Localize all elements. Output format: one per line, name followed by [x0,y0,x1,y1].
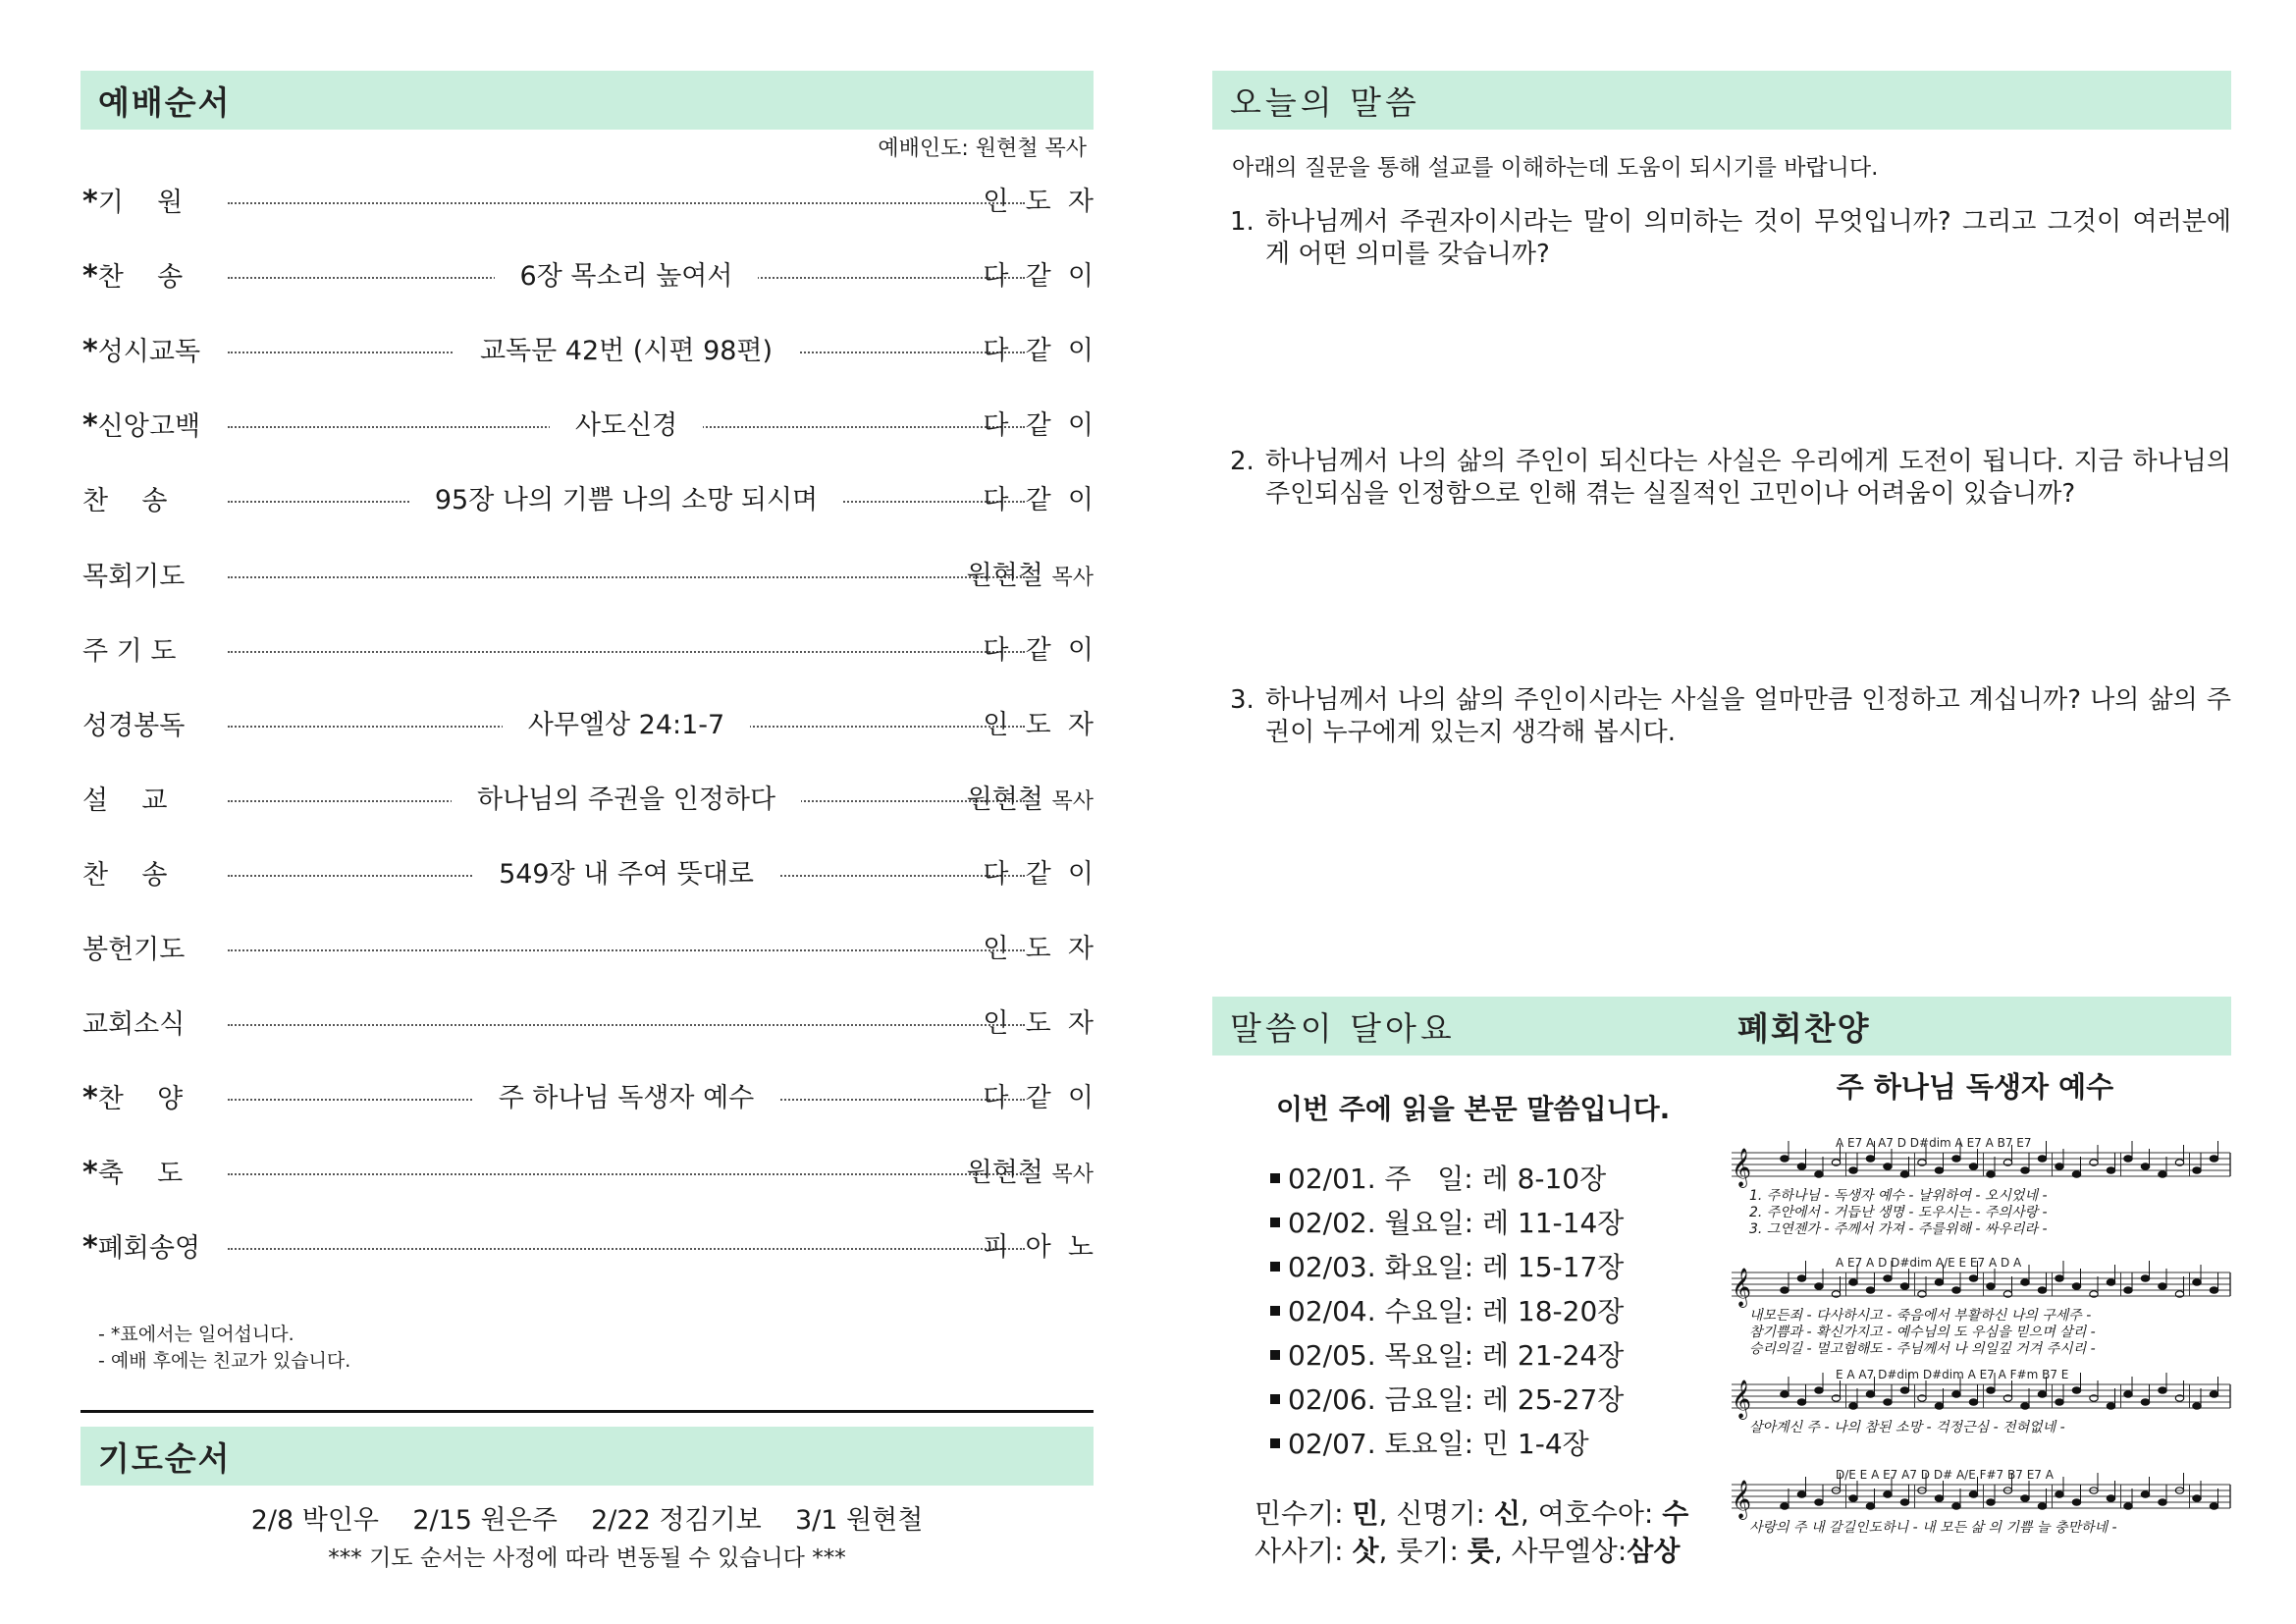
note-head [2021,1403,2029,1409]
note-head [2056,1275,2063,1281]
question-text: 하나님께서 나의 삶의 주인이시라는 사실을 얼마만큼 인정하고 계십니까? 나의 삶의 주권이 누구에게 있는지 생각해 봅시다. [1265,685,2231,747]
book-abbreviations-2: 사사기: 삿, 룻기: 룻, 사무엘상:삼상 [1255,1535,1681,1567]
reading-hymn-header [1212,997,2231,1056]
square-bullet-icon [1270,1218,1280,1227]
order-content: 사무엘상 24:1-7 [228,706,1025,748]
note-head [1900,1387,1908,1393]
prayer-order-header [80,1427,1094,1486]
note-standing: - *표에서는 일어섭니다. [98,1324,294,1345]
order-performer: 다 같 이 [983,634,1094,666]
note-head [2107,1403,2114,1409]
order-performer: 다 같 이 [983,410,1094,442]
note-head [1884,1164,1892,1169]
leader-dots [228,576,1025,578]
order-row [82,631,1094,671]
question-2 [1230,446,2231,511]
square-bullet-icon [1270,1173,1280,1183]
lyric-line: 2. 주안에서 - 거듭난 생명 - 도우시는 - 주의사랑 - [1749,1205,2048,1220]
note-head [2124,1503,2132,1509]
standing-mark: * [82,408,98,444]
leader-dots [228,1173,1025,1175]
note-head [1781,1287,1789,1293]
note-head [2210,1391,2217,1397]
note-head [2056,1164,2063,1169]
order-performer: 원현철 목사 [966,1158,1094,1189]
closing-hymn-title: 폐회찬양 [1737,1008,1871,1048]
note-head [2038,1156,2046,1162]
lyric-line: 내모든죄 - 다사하시고 - 죽음에서 부활하신 나의 구세주 - [1749,1308,2092,1324]
note-head [2124,1287,2132,1293]
question-3 [1230,684,2231,749]
note-head [1952,1503,1960,1509]
order-label: *성시교독 [82,334,201,369]
note-head [2072,1499,2080,1505]
lyric-line: 참기쁨과 - 확신가지고 - 예수님의 도 우심을 믿으며 살리 - [1749,1325,2096,1340]
order-content: 549장 내 주여 뜻대로 [228,855,1025,897]
note-head [1866,1156,1874,1162]
question-number: 3. [1230,685,1255,715]
chord-symbols: D/E E A E7 A7 D D# A/E F#7 B7 E7 A [1836,1468,2054,1482]
square-bullet-icon [1270,1350,1280,1360]
note-head [1952,1287,1960,1293]
lyric-line: 3. 그연젠가 - 주께서 가져 - 주를위해 - 싸우리라 - [1749,1221,2048,1237]
order-row [82,481,1094,520]
square-bullet-icon [1270,1306,1280,1316]
order-content: 교독문 42번 (시편 98편) [228,332,1025,374]
note-head [2021,1279,2029,1285]
note-head [2159,1171,2166,1177]
question-number: 1. [1230,207,1255,237]
note-head [1935,1279,1943,1285]
note-head [1987,1387,1995,1393]
standing-mark: * [82,259,98,295]
note-head [2124,1391,2132,1397]
order-label: 설 교 [82,785,168,816]
note-head [2021,1167,2029,1173]
note-head [2038,1503,2046,1509]
order-performer: 다 같 이 [983,485,1094,516]
hymn-song-title: 주 하나님 독생자 예수 [1836,1070,2114,1104]
note-head [2193,1167,2201,1173]
section-divider [80,1410,1094,1413]
note-head [1900,1283,1908,1289]
order-row [82,257,1094,297]
order-row [82,1079,1094,1118]
order-label: 교회소식 [82,1009,186,1041]
standing-mark: * [82,334,98,369]
order-performer: 원현철 목사 [966,560,1094,591]
prayer-order-title: 기도순서 [98,1438,232,1478]
note-head [1935,1167,1943,1173]
question-text: 하나님께서 나의 삶의 주인이 되신다는 사실은 우리에게 도전이 됩니다. 지금 하나님의 주인되심을 인정함으로 인해 겪는 실질적인 고민이나 어려움이 있습니까? [1265,447,2231,509]
order-performer: 원현철 목사 [966,784,1094,815]
order-performer: 인 도 자 [983,934,1094,964]
note-head [1969,1491,1977,1497]
order-row [82,1154,1094,1193]
order-row [82,706,1094,745]
order-performer: 다 같 이 [983,858,1094,890]
note-head [2038,1287,2046,1293]
order-label: *찬 양 [82,1081,184,1116]
note-head [2193,1279,2201,1285]
lyric-line: 살아계신 주 - 나의 참된 소망 - 걱정근심 - 전혀없네 - [1749,1420,2065,1435]
standing-mark: * [82,1081,98,1116]
question-number: 2. [1230,447,1255,476]
square-bullet-icon [1270,1394,1280,1404]
note-head [2159,1283,2166,1289]
reading-item: 02/02. 월요일: 레 11-14장 [1266,1201,1624,1245]
order-label: *기 원 [82,185,184,219]
note-head [1849,1495,1857,1501]
note-head [2210,1156,2217,1162]
note-head [2141,1399,2149,1405]
order-label: *축 도 [82,1156,184,1191]
note-head [2141,1275,2149,1281]
book-abbreviations-1: 민수기: 민, 신명기: 신, 여호수아: 수 [1255,1497,1689,1530]
order-content: 95장 나의 기쁨 나의 소망 되시며 [228,481,1025,523]
reading-list [1266,1157,1624,1466]
lyric-line: 사랑의 주 내 갈길인도하니 - 내 모든 삶 의 기쁨 늘 충만하네 - [1749,1520,2117,1536]
order-performer: 다 같 이 [983,261,1094,293]
note-head [2107,1495,2114,1501]
order-performer: 다 같 이 [983,1083,1094,1114]
todays-word-intro: 아래의 질문을 통해 설교를 이해하는데 도움이 되시기를 바랍니다. [1232,155,1879,181]
order-label: *폐회송영 [82,1230,201,1266]
treble-clef-icon: 𝄞 [1732,1268,1752,1307]
note-head [2210,1287,2217,1293]
order-label: 주 기 도 [82,635,177,667]
note-head [1781,1503,1789,1509]
note-head [1866,1391,1874,1397]
question-text: 하나님께서 주권자이시라는 말이 의미하는 것이 무엇입니까? 그리고 그것이 여러분에게 어떤 의미를 갖습니까? [1265,207,2231,269]
note-head [1884,1399,1892,1405]
order-row [82,855,1094,894]
bible-reading-title: 말씀이 달아요 [1230,1008,1456,1048]
standing-mark: * [82,1156,98,1191]
note-head [1952,1156,1960,1162]
note-head [1849,1279,1857,1285]
note-head [2193,1403,2201,1409]
note-head [2107,1279,2114,1285]
order-content: 하나님의 주권을 인정하다 [228,781,1025,823]
reading-item: 02/01. 주 일: 레 8-10장 [1266,1157,1624,1201]
note-head [2107,1167,2114,1173]
note-head [2141,1491,2149,1497]
note-head [1900,1499,1908,1505]
standing-mark: * [82,1230,98,1266]
order-row [82,332,1094,371]
chord-symbols: A E7 A A7 D D#dim A E7 A B7 E7 [1836,1136,2032,1150]
note-head [1969,1164,1977,1169]
order-content: 주 하나님 독생자 예수 [228,1079,1025,1121]
leader-dots [228,1024,1025,1026]
chord-symbols: E A A7 D#dim D#dim A E7 A F#m B7 E [1836,1368,2069,1381]
question-1 [1230,206,2231,271]
leader-dots [228,202,1025,204]
note-head [1797,1399,1805,1405]
square-bullet-icon [1270,1438,1280,1448]
order-performer: 다 같 이 [983,336,1094,367]
reading-heading: 이번 주에 읽을 본문 말씀입니다. [1276,1093,1671,1125]
note-head [1866,1503,1874,1509]
order-label: 봉헌기도 [82,935,186,965]
reading-item: 02/07. 토요일: 민 1-4장 [1266,1422,1624,1466]
order-row [82,183,1094,222]
note-head [1797,1491,1805,1497]
order-row [82,557,1094,596]
note-head [1884,1275,1892,1281]
note-head [2072,1171,2080,1177]
order-performer: 인 도 자 [983,709,1094,740]
order-performer: 피 아 노 [983,1232,1094,1264]
note-head [2038,1391,2046,1397]
reading-item: 02/06. 금요일: 레 25-27장 [1266,1378,1624,1422]
lyric-line: 승리의길 - 멀고험해도 - 주님께서 나 의일깊 거겨 주시리 - [1749,1341,2096,1357]
note-head [1935,1403,1943,1409]
order-row [82,930,1094,969]
standing-mark: * [82,185,98,219]
lyric-line: 1. 주하나님 - 독생자 예수 - 날위하여 - 오시었네 - [1749,1188,2048,1204]
order-row [82,781,1094,820]
square-bullet-icon [1270,1262,1280,1272]
note-head [2072,1387,2080,1393]
order-label: 목회기도 [82,561,186,592]
order-label: 찬 송 [82,859,168,891]
note-head [1797,1275,1805,1281]
note-head [1849,1403,1857,1409]
order-label: *찬 송 [82,259,184,295]
reading-item: 02/04. 수요일: 레 18-20장 [1266,1289,1624,1333]
order-performer: 인 도 자 [983,1008,1094,1040]
order-performer: 인 도 자 [983,187,1094,217]
note-head [1815,1387,1823,1393]
note-head [1797,1164,1805,1169]
note-head [1969,1275,1977,1281]
note-head [1987,1171,1995,1177]
note-head [1849,1167,1857,1173]
treble-clef-icon: 𝄞 [1732,1380,1752,1419]
note-head [1815,1171,1823,1177]
note-head [2072,1283,2080,1289]
note-head [1781,1391,1789,1397]
order-row [82,1004,1094,1044]
todays-word-title: 오늘의 말씀 [1230,82,1420,122]
prayer-schedule: 2/8 박인우 2/15 원은주 2/22 정김기보 3/1 원현철 [250,1505,924,1536]
note-head [1815,1499,1823,1505]
reading-item: 02/05. 목요일: 레 21-24장 [1266,1333,1624,1378]
worship-order-title: 예배순서 [98,82,232,122]
order-label: 성경봉독 [82,710,186,741]
order-label: *신앙고백 [82,408,201,444]
note-head [1987,1499,1995,1505]
note-head [2056,1491,2063,1497]
note-head [2159,1499,2166,1505]
worship-notes [98,1322,350,1375]
note-head [1781,1156,1789,1162]
reading-item: 02/03. 화요일: 레 15-17장 [1266,1245,1624,1289]
note-head [1866,1287,1874,1293]
todays-word-header [1212,71,2231,130]
order-content: 6장 목소리 높여서 [228,257,1025,299]
leader-dots [228,1248,1025,1250]
note-head [2141,1164,2149,1169]
chord-symbols: A E7 A D D#dim A/E E E7 A D A [1836,1256,2022,1270]
note-head [2124,1156,2132,1162]
note-head [1884,1491,1892,1497]
note-head [2021,1495,2029,1501]
order-label: 찬 송 [82,486,168,517]
leader-dots [228,651,1025,653]
note-head [2210,1503,2217,1509]
order-content: 사도신경 [228,406,1025,449]
sheet-music-score [1728,1119,2238,1571]
treble-clef-icon: 𝄞 [1732,1480,1752,1519]
worship-order-header [80,71,1094,130]
note-head [1815,1283,1823,1289]
note-head [1935,1495,1943,1501]
prayer-note: *** 기도 순서는 사정에 따라 변동될 수 있습니다 *** [328,1545,846,1571]
worship-leader: 예배인도: 원현철 목사 [878,136,1087,161]
leader-dots [228,949,1025,951]
note-head [1952,1391,1960,1397]
note-head [1987,1283,1995,1289]
note-head [2193,1495,2201,1501]
order-row [82,406,1094,446]
treble-clef-icon: 𝄞 [1732,1148,1752,1187]
note-head [1969,1399,1977,1405]
note-head [2056,1399,2063,1405]
note-head [1900,1171,1908,1177]
note-head [2159,1387,2166,1393]
note-fellowship: - 예배 후에는 친교가 있습니다. [98,1350,351,1372]
order-row [82,1228,1094,1268]
